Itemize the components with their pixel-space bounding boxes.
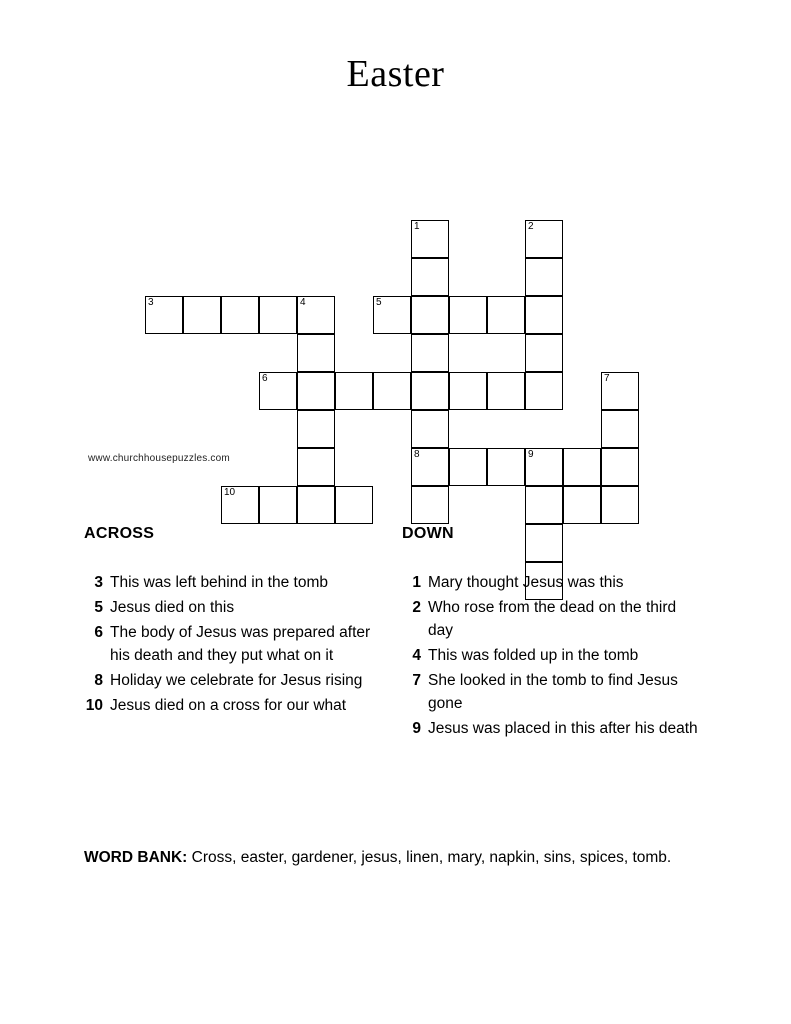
grid-cell[interactable] <box>601 410 639 448</box>
grid-cell[interactable] <box>297 372 335 410</box>
word-bank <box>84 845 704 870</box>
grid-cell[interactable] <box>373 296 411 334</box>
grid-cell[interactable] <box>411 258 449 296</box>
grid-cell[interactable] <box>335 372 373 410</box>
grid-cell-number: 2 <box>528 221 534 232</box>
grid-cell[interactable] <box>525 258 563 296</box>
grid-cell-number: 7 <box>604 373 610 384</box>
clue-item <box>402 644 702 667</box>
across-column <box>84 525 384 719</box>
grid-cell[interactable] <box>297 334 335 372</box>
grid-cell[interactable] <box>563 486 601 524</box>
clue-number: 10 <box>85 697 103 714</box>
grid-cell[interactable] <box>487 372 525 410</box>
grid-cell[interactable] <box>183 296 221 334</box>
grid-cell[interactable] <box>411 486 449 524</box>
word-bank-label: WORD BANK: <box>84 849 188 866</box>
grid-cell-number: 4 <box>300 297 306 308</box>
clue-number: 5 <box>94 599 103 616</box>
grid-cell[interactable] <box>259 372 297 410</box>
clue-number: 6 <box>94 624 103 641</box>
clue-text: Mary thought Jesus was this <box>428 574 624 591</box>
grid-cell[interactable] <box>297 296 335 334</box>
watermark-text: www.churchhousepuzzles.com <box>88 453 230 464</box>
grid-cell[interactable] <box>563 448 601 486</box>
clue-number: 7 <box>412 672 421 689</box>
across-clue-list <box>84 571 384 717</box>
clue-item <box>402 669 702 715</box>
grid-cell[interactable] <box>601 372 639 410</box>
grid-cell[interactable] <box>525 296 563 334</box>
clue-number: 2 <box>412 599 421 616</box>
grid-cell-number: 1 <box>414 221 420 232</box>
grid-cell[interactable] <box>373 372 411 410</box>
word-bank-words: Cross, easter, gardener, jesus, linen, mary, napkin, sins, spices, tomb. <box>191 849 672 866</box>
grid-cell[interactable] <box>297 486 335 524</box>
grid-cell[interactable] <box>525 372 563 410</box>
grid-cell[interactable] <box>145 296 183 334</box>
clue-item <box>402 596 702 642</box>
grid-cell-number: 3 <box>148 297 154 308</box>
crossword-grid <box>0 108 791 508</box>
clue-item <box>402 571 702 594</box>
clue-item <box>84 621 384 667</box>
grid-cell[interactable] <box>411 410 449 448</box>
grid-cell[interactable] <box>525 486 563 524</box>
grid-cell[interactable] <box>525 448 563 486</box>
grid-cell[interactable] <box>449 296 487 334</box>
grid-cell[interactable] <box>335 486 373 524</box>
grid-cell[interactable] <box>221 296 259 334</box>
grid-cell[interactable] <box>525 334 563 372</box>
clue-number: 9 <box>412 720 421 737</box>
clue-item <box>84 596 384 619</box>
clue-item <box>402 717 702 740</box>
grid-cell[interactable] <box>487 296 525 334</box>
grid-cell[interactable] <box>449 448 487 486</box>
clue-text: Jesus died on this <box>110 599 235 616</box>
grid-cell-number: 6 <box>262 373 268 384</box>
down-heading: DOWN <box>402 525 454 542</box>
grid-cell[interactable] <box>297 410 335 448</box>
grid-cell-number: 8 <box>414 449 420 460</box>
clue-number: 3 <box>94 574 103 591</box>
clue-number: 1 <box>412 574 421 591</box>
clue-text: Jesus was placed in this after his death <box>428 720 698 737</box>
grid-cell-number: 9 <box>528 449 534 460</box>
clue-text: Jesus died on a cross for our what <box>110 697 347 714</box>
clue-number: 4 <box>412 647 421 664</box>
clue-item <box>84 694 384 717</box>
across-heading: ACROSS <box>84 525 155 542</box>
grid-cell[interactable] <box>259 486 297 524</box>
grid-cell-number: 10 <box>224 487 236 498</box>
grid-cell[interactable] <box>487 448 525 486</box>
grid-cell[interactable] <box>601 448 639 486</box>
grid-cell[interactable] <box>411 334 449 372</box>
grid-cell[interactable] <box>411 372 449 410</box>
clue-item <box>84 571 384 594</box>
page-title: Easter <box>346 53 445 95</box>
clue-text: She looked in the tomb to find Jesus gone <box>428 672 678 712</box>
grid-cell[interactable] <box>221 486 259 524</box>
clue-text: This was left behind in the tomb <box>110 574 328 591</box>
grid-cell[interactable] <box>525 220 563 258</box>
grid-cell[interactable] <box>297 448 335 486</box>
crossword-grid-container <box>0 108 791 508</box>
down-clue-list <box>402 571 702 740</box>
clue-text: Who rose from the dead on the third day <box>428 599 677 639</box>
clue-text: The body of Jesus was prepared after his death and they put what on it <box>110 624 371 664</box>
grid-cell[interactable] <box>259 296 297 334</box>
clue-text: This was folded up in the tomb <box>428 647 639 664</box>
grid-cell[interactable] <box>449 372 487 410</box>
grid-cell[interactable] <box>411 296 449 334</box>
grid-cell[interactable] <box>411 448 449 486</box>
grid-cell[interactable] <box>411 220 449 258</box>
grid-cell-number: 5 <box>376 297 382 308</box>
grid-cell[interactable] <box>601 486 639 524</box>
clue-number: 8 <box>94 672 103 689</box>
clue-text: Holiday we celebrate for Jesus rising <box>110 672 363 689</box>
down-column <box>402 525 702 742</box>
clue-item <box>84 669 384 692</box>
